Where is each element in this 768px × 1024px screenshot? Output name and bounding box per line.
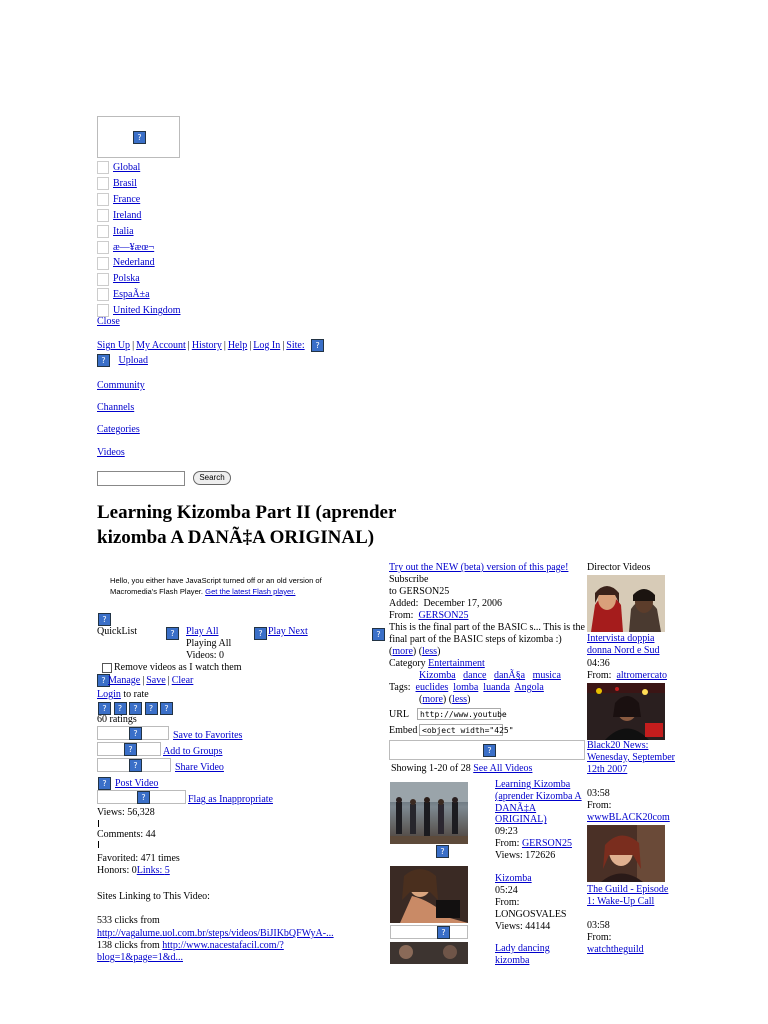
- stat-divider: [98, 841, 99, 848]
- director-videos-heading: Director Videos: [587, 562, 651, 573]
- related-thumbnail[interactable]: [390, 866, 468, 923]
- tag-link[interactable]: musica: [532, 670, 561, 681]
- honors-links: Honors: 0Links: 5: [97, 865, 170, 876]
- director-thumbnail[interactable]: [587, 683, 665, 740]
- related-thumbnail[interactable]: [390, 942, 468, 964]
- news-thumbnail-image: [587, 683, 665, 740]
- director-thumbnail[interactable]: [587, 575, 665, 632]
- related-views: Views: 44144: [495, 921, 551, 932]
- sites-heading: Sites Linking to This Video:: [97, 891, 210, 902]
- dancers-thumbnail-image: [390, 782, 468, 844]
- post-video-row: [98, 777, 158, 790]
- signup-link[interactable]: Sign Up: [97, 339, 131, 351]
- director-duration: 03:58: [587, 920, 610, 931]
- help-link[interactable]: Help: [227, 339, 248, 351]
- uploader: From: GERSON25: [389, 610, 469, 621]
- site-link-url[interactable]: http://vagalume.uol.com.br/steps/videos/BiJIKbQFWyA-...: [97, 928, 334, 939]
- related-user-link[interactable]: GERSON25: [521, 838, 572, 849]
- share-icon: [129, 759, 142, 772]
- country-item[interactable]: EspaÃ±a: [97, 287, 181, 303]
- url-field[interactable]: http://www.youtube: [417, 708, 501, 720]
- tag-link[interactable]: danÃ§a: [493, 670, 526, 681]
- flash-message: Hello, you either have JavaScript turned off or an old version of Macromedia's Flash Player. Get the latest Flash player.: [110, 576, 322, 596]
- less-link[interactable]: less: [422, 646, 438, 657]
- page-title: Learning Kizomba Part II (aprender kizomba A DANÃ‡A ORIGINAL): [97, 502, 397, 548]
- play-next-link[interactable]: Play Next: [268, 626, 308, 637]
- country-item[interactable]: æ—¥æœ¬: [97, 240, 181, 256]
- upload-link[interactable]: Upload: [118, 354, 148, 366]
- rate-login-link[interactable]: Login: [97, 689, 121, 700]
- director-from-label: From:: [587, 800, 612, 811]
- country-list: [97, 160, 181, 319]
- country-item[interactable]: Italia: [97, 224, 181, 240]
- subscribe-label[interactable]: Subscribe: [389, 574, 429, 585]
- tags-row: Tags: euclides lomba luanda Angola: [389, 682, 544, 693]
- category-row: Category Entertainment: [389, 658, 485, 669]
- remove-videos-checkbox[interactable]: [102, 663, 112, 673]
- stat-divider: [98, 820, 99, 827]
- save-link[interactable]: Save: [146, 674, 166, 686]
- ad-frame: [389, 740, 585, 760]
- related-from-label: From:: [495, 897, 520, 908]
- playing-status: Playing All: [186, 638, 232, 649]
- director-duration: 04:36: [587, 658, 610, 669]
- embed-row: Embed <object width="425": [389, 725, 514, 736]
- favorites-icon: [129, 727, 142, 740]
- nav-community[interactable]: Community: [97, 380, 145, 391]
- quicklist-frame: [390, 925, 468, 939]
- country-item[interactable]: France: [97, 192, 181, 208]
- quicklist-icon: [98, 613, 111, 626]
- guild-thumbnail-image: [587, 825, 665, 882]
- star-icon[interactable]: [145, 702, 158, 715]
- embed-field[interactable]: <object width="425": [419, 724, 503, 736]
- subscribe-target: to GERSON25: [389, 586, 450, 597]
- nav-channels[interactable]: Channels: [97, 402, 135, 413]
- country-item[interactable]: United Kingdom: [97, 303, 181, 319]
- showing-count: Showing 1-20 of 28 See All Videos: [391, 763, 533, 774]
- woman-thumbnail-image: [390, 866, 468, 923]
- site-flag-icon[interactable]: [311, 339, 324, 352]
- related-views: Views: 172626: [495, 850, 556, 861]
- quicklist-label: QuickList: [97, 626, 137, 637]
- get-flash-link[interactable]: Get the latest Flash player.: [205, 587, 296, 596]
- director-user-link[interactable]: wwwBLACK20com: [587, 812, 670, 823]
- director-title-link[interactable]: Intervista doppia donna Nord e Sud: [587, 633, 660, 656]
- related-title-link[interactable]: Kizomba: [495, 873, 532, 884]
- groups-frame: [97, 742, 161, 756]
- country-item[interactable]: Brasil: [97, 176, 181, 192]
- country-item[interactable]: Nederland: [97, 255, 181, 271]
- related-thumbnail[interactable]: [390, 782, 468, 844]
- share-video-link[interactable]: Share Video: [175, 762, 224, 773]
- country-item[interactable]: Polska: [97, 271, 181, 287]
- site-link-url[interactable]: http://www.nacestafacil.com/?: [162, 940, 284, 951]
- url-row: URL http://www.youtube: [389, 709, 507, 720]
- comments-count: Comments: 44: [97, 829, 156, 840]
- post-video-icon: [98, 777, 111, 790]
- director-user-link[interactable]: watchtheguild: [587, 944, 644, 955]
- tags-more-link[interactable]: more: [422, 694, 443, 705]
- myaccount-link[interactable]: My Account: [136, 339, 186, 351]
- groups-icon: [124, 743, 137, 756]
- views-count: Views: 56,328: [97, 807, 155, 818]
- tags-less-link[interactable]: less: [452, 694, 468, 705]
- added-date: Added: December 17, 2006: [389, 598, 503, 609]
- see-all-videos-link[interactable]: See All Videos: [473, 763, 533, 774]
- director-title-link[interactable]: The Guild - Episode 1: Wake-Up Call: [587, 884, 669, 907]
- tag-link[interactable]: luanda: [483, 682, 510, 693]
- tag-link[interactable]: dance: [463, 670, 487, 681]
- tag-link[interactable]: lomba: [453, 682, 479, 693]
- nav-categories[interactable]: Categories: [97, 424, 140, 435]
- play-all-icon[interactable]: [166, 627, 179, 640]
- related-from-user: LONGOSVALES: [495, 909, 567, 920]
- tags-more-less: (more) (less): [419, 694, 471, 705]
- close-link[interactable]: Close: [97, 316, 120, 327]
- flag-inappropriate-link[interactable]: Flag as Inappropriate: [188, 794, 273, 805]
- video-description: This is the final part of the BASIC s... This is the final part of the BASIC steps of kizomba :) (more) (less): [389, 622, 585, 657]
- links-count-link[interactable]: 5: [164, 865, 170, 876]
- player-icon: [372, 628, 385, 641]
- favorites-frame: [97, 726, 169, 740]
- more-link[interactable]: more: [392, 646, 413, 657]
- login-to-rate: Login to rate: [97, 689, 149, 700]
- country-item[interactable]: Ireland: [97, 208, 181, 224]
- related-title-link[interactable]: Lady dancing kizomba: [495, 943, 550, 966]
- quicklist-count: Videos: 0: [186, 650, 225, 661]
- site-link[interactable]: Site:: [286, 339, 305, 351]
- search-button[interactable]: Search: [193, 471, 231, 485]
- flag-icon: [137, 791, 150, 804]
- nav-videos[interactable]: Videos: [97, 447, 125, 458]
- flag-frame: [97, 790, 186, 804]
- star-icon[interactable]: [160, 702, 173, 715]
- play-all-link[interactable]: Play All: [186, 626, 219, 637]
- post-video-link[interactable]: Post Video: [115, 777, 159, 789]
- save-to-favorites-link[interactable]: Save to Favorites: [173, 730, 243, 741]
- logo-frame: [97, 116, 180, 158]
- quicklist-add-icon[interactable]: [436, 845, 449, 858]
- manage-link[interactable]: Manage: [108, 674, 141, 686]
- director-title-link[interactable]: Black20 News: Wenesday, September 12th 2007: [587, 740, 675, 775]
- country-item[interactable]: Global: [97, 160, 181, 176]
- upload-row: [97, 354, 148, 367]
- play-next-icon[interactable]: [254, 627, 267, 640]
- ad-icon: [483, 744, 496, 757]
- related-duration: 05:24: [495, 885, 518, 896]
- beta-version-link[interactable]: Try out the NEW (beta) version of this page!: [389, 562, 569, 573]
- director-from-label: From:: [587, 932, 612, 943]
- quicklist-add-icon[interactable]: [437, 926, 450, 939]
- favorited-count: Favorited: 471 times: [97, 853, 180, 864]
- site-link-row: 138 clicks from http://www.nacestafacil.com/?: [97, 940, 284, 951]
- director-user-link[interactable]: altromercato: [616, 670, 667, 681]
- dance-thumbnail-image: [390, 942, 468, 964]
- share-frame: [97, 758, 171, 772]
- clear-link[interactable]: Clear: [171, 674, 194, 686]
- tag-link[interactable]: Kizomba: [419, 670, 456, 681]
- tag-link[interactable]: Angola: [514, 682, 544, 693]
- broken-image-icon: [133, 131, 146, 144]
- quicklist-actions: ?Manage | Save | Clear: [97, 674, 193, 687]
- two-women-thumbnail-image: [587, 575, 665, 632]
- director-duration: 03:58: [587, 788, 610, 799]
- tag-link[interactable]: euclides: [415, 682, 449, 693]
- upload-icon: [97, 354, 110, 367]
- links-label-link[interactable]: Links:: [136, 865, 165, 876]
- site-link-url-cont[interactable]: blog=1&page=1&d...: [97, 952, 183, 963]
- director-from: From: altromercato: [587, 670, 667, 681]
- history-link[interactable]: History: [191, 339, 222, 351]
- director-thumbnail[interactable]: [587, 825, 665, 882]
- rating-count: 60 ratings: [97, 714, 137, 725]
- related-duration: 09:23: [495, 826, 518, 837]
- related-title-link[interactable]: Learning Kizomba (aprender Kizomba A DANÃ‡A ORIGINAL): [495, 779, 582, 826]
- category-link[interactable]: Entertainment: [428, 658, 485, 669]
- related-from: From: GERSON25: [495, 838, 572, 849]
- tags-top-row: [419, 670, 561, 681]
- login-link[interactable]: Log In: [253, 339, 281, 351]
- remove-videos-option[interactable]: Remove videos as I watch them: [102, 662, 241, 673]
- uploader-link[interactable]: GERSON25: [418, 610, 469, 621]
- account-bar: Sign Up | My Account | History | Help | Log In | Site: ?: [97, 339, 324, 352]
- add-to-groups-link[interactable]: Add to Groups: [163, 746, 223, 757]
- search-input[interactable]: [97, 471, 185, 486]
- site-link-count: 533 clicks from: [97, 915, 160, 926]
